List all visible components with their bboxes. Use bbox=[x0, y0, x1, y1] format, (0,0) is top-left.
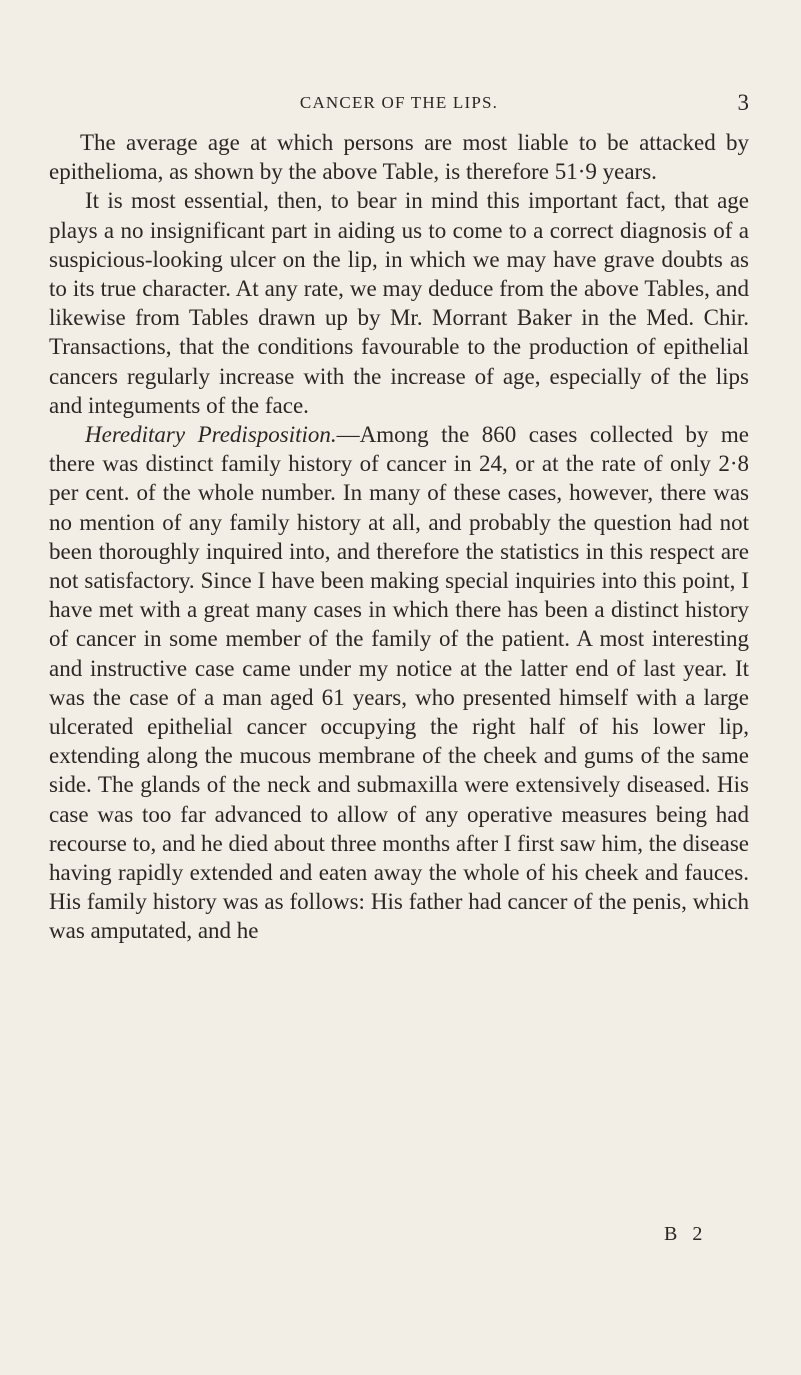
page-header bbox=[49, 90, 749, 116]
signature-mark: B 2 bbox=[664, 1223, 708, 1245]
body-text bbox=[49, 128, 749, 946]
paragraph-text: —Among the 860 cases collected by me there was distinct family history of cancer in 24, or at the rate of only 2·8 per cent. of the whole number. In many of these cases, however, there was no mention of any family history at all, and probably the question had not been thoroughly inquired into, and therefore the statistics in this respect are not satisfactory. Since I have been making special inquiries into this point, I have met with a great many cases in which there has been a distinct history of cancer in some member of the family of the patient. A most interesting and instructive case came under my notice at the latter end of last year. It was the case of a man aged 61 years, who presented himself with a large ulcerated epithelial cancer occupying the right half of his lower lip, extending along the mucous membrane of the cheek and gums of the same side. The glands of the neck and submaxilla were extensively diseased. His case was too far advanced to allow of any operative measures being had recourse to, and he died about three months after I first saw him, the disease having rapidly extended and eaten away the whole of his cheek and fauces. His family history was as follows: His father had cancer of the penis, which was amputated, and he bbox=[49, 422, 749, 944]
paragraph-hereditary-predisposition bbox=[49, 420, 749, 946]
section-heading: Hereditary Predisposition. bbox=[85, 422, 337, 448]
paragraph-average-age bbox=[49, 128, 749, 186]
page-number: 3 bbox=[737, 90, 749, 115]
paragraph-text: It is most essential, then, to bear in mind this important fact, that age plays a no insignificant part in aiding us to come to a correct diagnosis of a suspicious-looking ulcer on the lip, in which we may have grave doubts as to its true character. At any rate, we may deduce from the above Tables, and likewise from Tables drawn up by Mr. Morrant Baker in the Med. Chir. Transactions, that the conditions favourable to the production of epithelial cancers regularly increase with the increase of age, especially of the lips and integuments of the face. bbox=[49, 188, 749, 418]
running-title: CANCER OF THE LIPS. bbox=[299, 93, 499, 112]
paragraph-text: The average age at which persons are most liable to be attacked by epithelioma, as shown by the above Table, is therefore 51·9 years. bbox=[49, 130, 749, 185]
paragraph-age-diagnosis bbox=[49, 186, 749, 420]
